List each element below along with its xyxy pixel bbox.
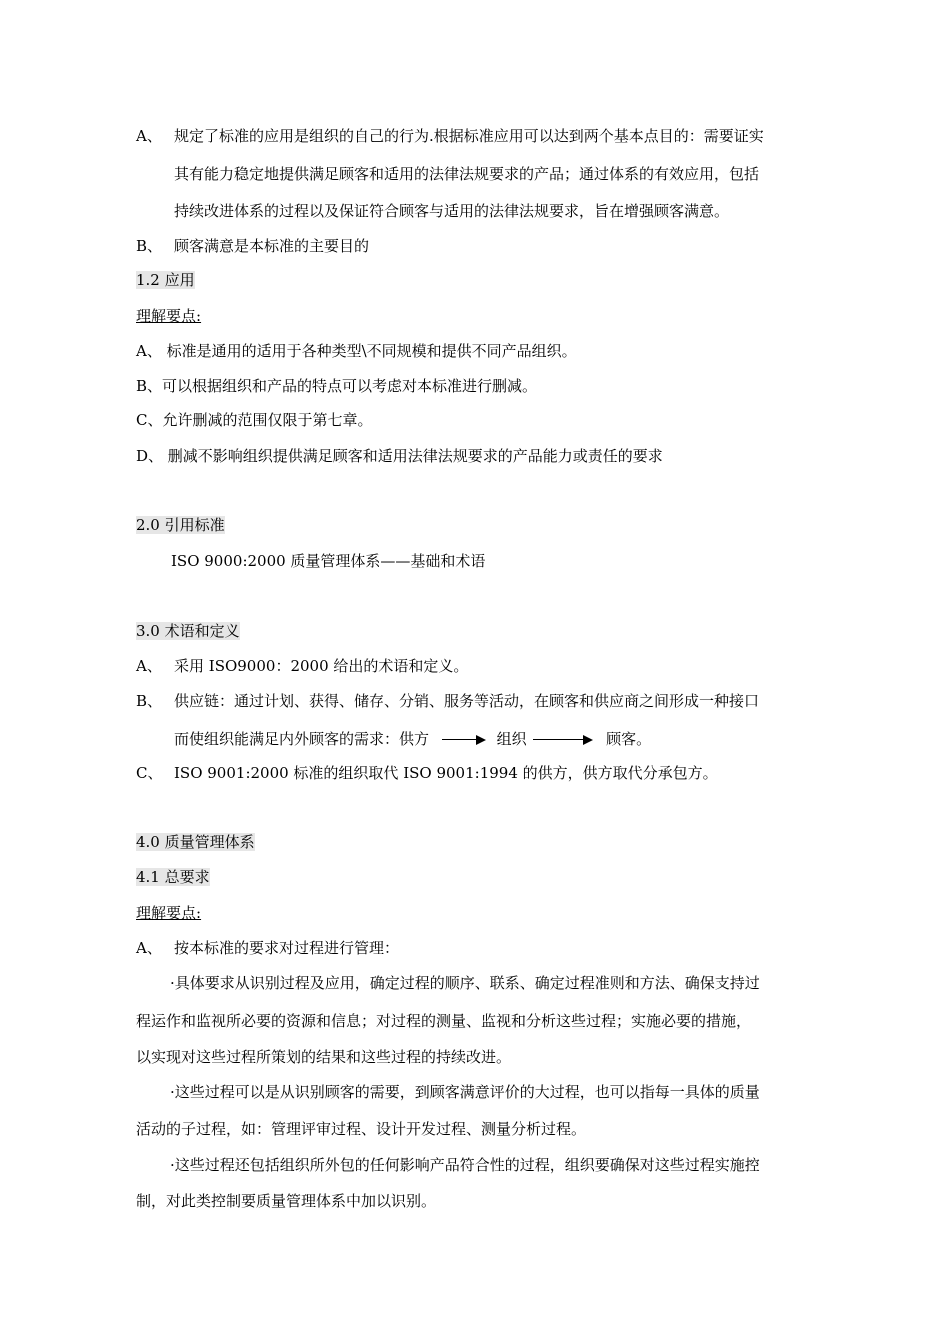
section-4-1-heading-text: 4.1 总要求	[136, 868, 210, 886]
supply-chain-customer: 顾客。	[606, 730, 652, 748]
section-3-0-c-text: ISO 9001:2000 标准的组织取代 ISO 9001:1994 的供方，供方取代分承包方。	[174, 764, 718, 782]
arrow-right-icon	[442, 735, 486, 745]
section-3-0-c-label: C、	[136, 764, 163, 782]
intro-a-line1	[136, 126, 764, 146]
section-4-1-heading	[136, 867, 210, 887]
section-4-1-p3-line2: 制，对此类控制要质量管理体系中加以识别。	[136, 1192, 437, 1210]
section-1-2-item-b: B、可以根据组织和产品的特点可以考虑对本标准进行删减。	[136, 377, 538, 395]
section-2-0-heading	[136, 515, 225, 535]
intro-b-text: 顾客满意是本标准的主要目的	[174, 237, 370, 255]
section-1-2-item-d: D、 删减不影响组织提供满足顾客和适用法律法规要求的产品能力或责任的要求	[136, 447, 663, 465]
section-3-0-item-b-line1	[136, 691, 759, 711]
section-4-1-a-label: A、	[136, 939, 162, 957]
section-4-0-heading-text: 4.0 质量管理体系	[136, 833, 255, 851]
supply-chain-organization: 组织	[496, 730, 527, 748]
section-4-1-a-text: 按本标准的要求对过程进行管理：	[174, 939, 400, 957]
intro-b-label: B、	[136, 237, 163, 255]
section-3-0-b-label: B、	[136, 692, 163, 710]
section-3-0-a-label: A、	[136, 657, 162, 675]
section-4-1-understand: 理解要点:	[136, 904, 202, 922]
section-2-0-heading-text: 2.0 引用标准	[136, 516, 225, 534]
section-4-1-p2-line2: 活动的子过程，如：管理评审过程、设计开发过程、测量分析过程。	[136, 1120, 587, 1138]
arrow-right-icon	[533, 735, 593, 745]
section-2-0-reference: ISO 9000:2000 质量管理体系——基础和术语	[171, 552, 486, 570]
intro-a-label: A、	[136, 127, 162, 145]
section-4-1-p1-line1: ·具体要求从识别过程及应用，确定过程的顺序、联系、确定过程准则和方法、确保支持过	[170, 974, 760, 992]
section-3-0-a-text: 采用 ISO9000：2000 给出的术语和定义。	[174, 657, 469, 675]
intro-b-line	[136, 236, 369, 256]
section-1-2-heading	[136, 270, 195, 290]
section-4-1-p1-line3: 以实现对这些过程所策划的结果和这些过程的持续改进。	[136, 1048, 512, 1066]
section-3-0-item-a	[136, 656, 468, 676]
section-3-0-heading	[136, 621, 240, 641]
section-3-0-item-c	[136, 763, 718, 783]
section-4-1-p1-line2: 程运作和监视所必要的资源和信息；对过程的测量、监视和分析这些过程；实施必要的措施，	[136, 1012, 752, 1030]
intro-a-line2: 其有能力稳定地提供满足顾客和适用的法律法规要求的产品；通过体系的有效应用，包括	[174, 165, 760, 183]
intro-a-text1: 规定了标准的应用是组织的自己的行为.根据标准应用可以达到两个基本点目的：需要证实	[174, 127, 764, 145]
section-4-0-heading	[136, 832, 255, 852]
intro-a-line3: 持续改进体系的过程以及保证符合顾客与适用的法律法规要求，旨在增强顾客满意。	[174, 202, 730, 220]
section-1-2-item-a: A、 标准是通用的适用于各种类型\不同规模和提供不同产品组织。	[136, 342, 577, 360]
section-3-0-heading-text: 3.0 术语和定义	[136, 622, 240, 640]
section-1-2-item-c: C、允许删减的范围仅限于第七章。	[136, 411, 373, 429]
section-4-1-item-a	[136, 938, 399, 958]
section-3-0-b-text1: 供应链：通过计划、获得、储存、分销、服务等活动，在顾客和供应商之间形成一种接口	[174, 692, 760, 710]
section-1-2-understand: 理解要点:	[136, 307, 202, 325]
section-3-0-item-b-line2	[174, 729, 651, 749]
section-4-1-p2-line1: ·这些过程可以是从识别顾客的需要，到顾客满意评价的大过程，也可以指每一具体的质量	[170, 1083, 760, 1101]
supply-chain-supplier: 而使组织能满足内外顾客的需求：供方	[174, 730, 430, 748]
section-4-1-p3-line1: ·这些过程还包括组织所外包的任何影响产品符合性的过程，组织要确保对这些过程实施控	[170, 1156, 760, 1174]
section-1-2-heading-text: 1.2 应用	[136, 271, 195, 289]
